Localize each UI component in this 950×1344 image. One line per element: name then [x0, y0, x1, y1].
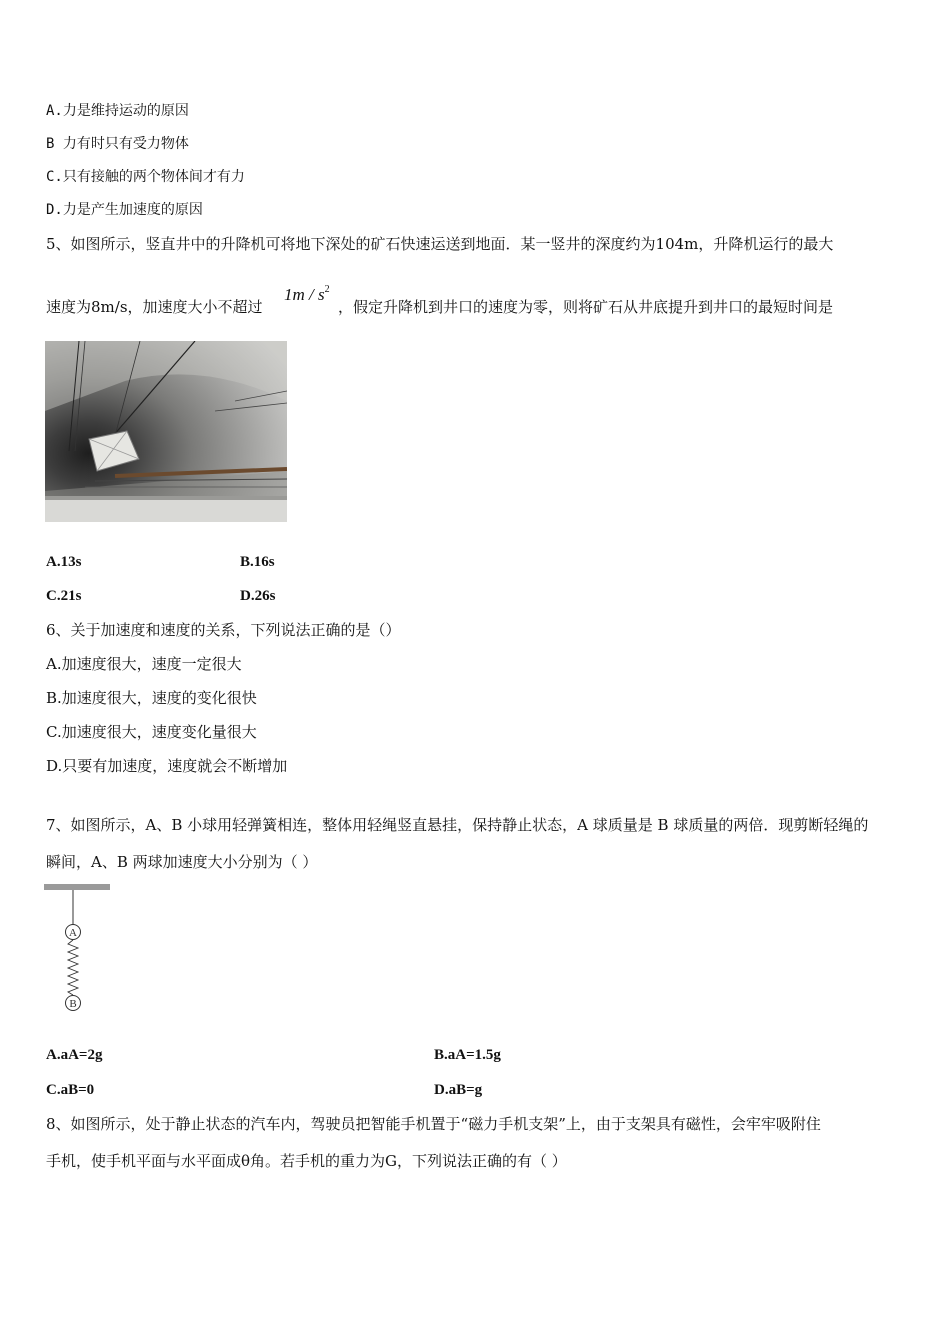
q5-option-d: D.26s: [240, 588, 276, 604]
q6-stem: 6、关于加速度和速度的关系，下列说法正确的是（）: [46, 621, 401, 639]
q4-option-a: A.力是维持运动的原因: [46, 103, 189, 119]
q6-option-c: C.加速度很大，速度变化量很大: [46, 723, 257, 741]
q7-option-b: B.aA=1.5g: [434, 1047, 501, 1063]
q5-acceleration-unit: $1m / s^2$: [284, 284, 330, 304]
q6-option-a: A.加速度很大，速度一定很大: [46, 655, 242, 673]
ball-b-label: B: [69, 998, 77, 1010]
q5-option-a: A.13s: [46, 554, 82, 570]
q4-option-d: D.力是产生加速度的原因: [46, 202, 203, 218]
q7-stem-line2: 瞬间，A、B 两球加速度大小分别为（ ）: [46, 853, 318, 871]
ball-a-label: A: [69, 927, 77, 939]
spring-ball-diagram: [44, 882, 114, 1017]
q5-option-c: C.21s: [46, 588, 82, 604]
q4-option-c: C.只有接触的两个物体间才有力: [46, 169, 245, 185]
q5-stem-line2a: 速度为8m/s，加速度大小不超过: [46, 298, 263, 316]
q7-option-d: D.aB=g: [434, 1082, 483, 1098]
q8-stem-line2: 手机，使手机平面与水平面成θ角。若手机的重力为G，下列说法正确的有（ ）: [46, 1152, 567, 1170]
q7-stem-line1: 7、如图所示，A、B 小球用轻弹簧相连，整体用轻绳竖直悬挂，保持静止状态，A 球质量是 B 球质量的两倍．现剪断轻绳的: [46, 816, 869, 834]
q6-option-b: B.加速度很大，速度的变化很快: [46, 689, 257, 707]
q7-option-c: C.aB=0: [46, 1082, 95, 1098]
spring: [68, 940, 78, 995]
q6-option-d: D.只要有加速度，速度就会不断增加: [46, 757, 288, 775]
q5-stem-line2b: ，假定升降机到井口的速度为零，则将矿石从井底提升到井口的最短时间是: [338, 298, 834, 316]
q5-option-b: B.16s: [240, 554, 275, 570]
q4-option-b: B 力有时只有受力物体: [46, 136, 189, 152]
q5-stem-line1: 5、如图所示，竖直井中的升降机可将地下深处的矿石快速运送到地面．某一竖井的深度约为104m，升降机运行的最大: [46, 235, 834, 253]
mine-shaft-photo: [45, 341, 287, 522]
q8-stem-line1: 8、如图所示，处于静止状态的汽车内，驾驶员把智能手机置于“磁力手机支架”上，由于支架具有磁性，会牢牢吸附住: [46, 1115, 821, 1133]
q7-option-a: A.aA=2g: [46, 1047, 103, 1063]
ceiling-support: [44, 884, 110, 890]
